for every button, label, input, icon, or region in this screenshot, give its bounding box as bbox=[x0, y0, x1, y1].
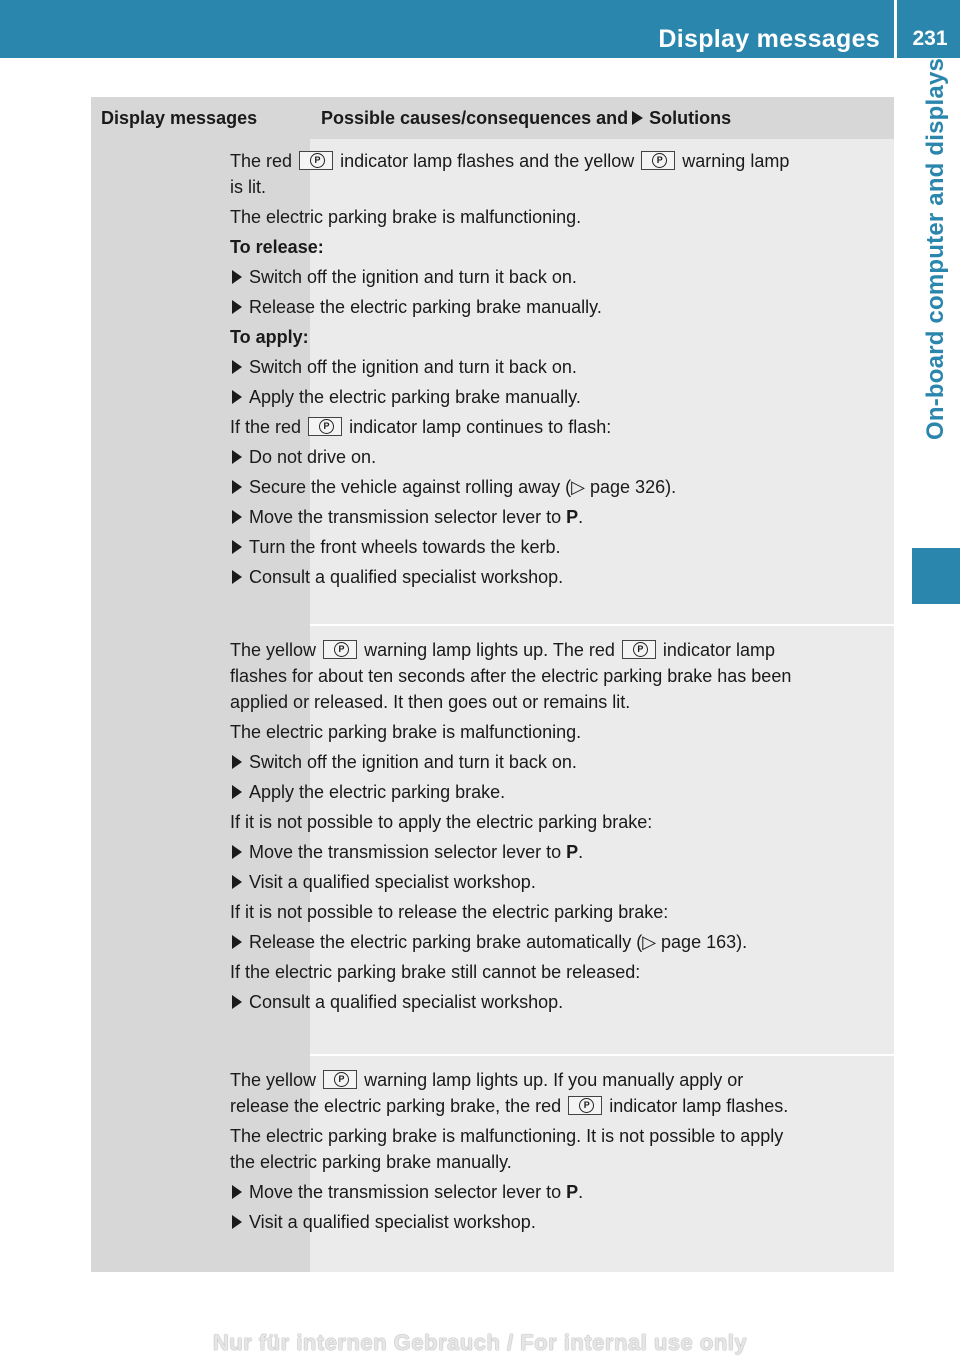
list-item: Turn the front wheels towards the kerb. bbox=[230, 534, 800, 560]
parking-brake-lamp-icon bbox=[299, 151, 333, 170]
internal-use-watermark: Nur für internen Gebrauch / For internal use only bbox=[212, 1330, 748, 1355]
list-item: Release the electric parking brake manually. bbox=[230, 294, 800, 320]
table-row bbox=[230, 637, 800, 1015]
list-item: Switch off the ignition and turn it back on. bbox=[230, 354, 800, 380]
column-header-solutions-text: Solutions bbox=[649, 108, 732, 128]
section-title: Display messages bbox=[658, 25, 880, 53]
parking-brake-lamp-icon bbox=[568, 1096, 602, 1115]
row-divider bbox=[310, 624, 894, 626]
list-item: Visit a qualified specialist workshop. bbox=[230, 1209, 800, 1235]
row-description: The red P indicator lamp flashes and the yellow P warning lamp is lit. bbox=[230, 148, 800, 200]
list-item: Move the transmission selector lever to P. bbox=[230, 839, 800, 865]
list-item: Apply the electric parking brake. bbox=[230, 779, 800, 805]
list-item: Release the electric parking brake automatically (▷ page 163). bbox=[230, 929, 800, 955]
row-description: The yellow P warning lamp lights up. If you manually apply or release the electric parking brake, the red P indicator lamp flashes. bbox=[230, 1067, 800, 1119]
list-item: Switch off the ignition and turn it back on. bbox=[230, 749, 800, 775]
table-row bbox=[230, 1067, 800, 1235]
page-number: 231 bbox=[912, 27, 948, 50]
side-tab-marker bbox=[912, 548, 960, 604]
row-condition: If the red P indicator lamp continues to flash: bbox=[230, 414, 800, 440]
row-condition: If it is not possible to apply the electric parking brake: bbox=[230, 812, 653, 832]
parking-brake-lamp-icon bbox=[622, 640, 656, 659]
triangle-arrow-icon bbox=[632, 111, 643, 125]
release-label: To release: bbox=[230, 237, 324, 257]
column-header-display-messages: Display messages bbox=[101, 108, 258, 128]
row-condition: If it is not possible to release the electric parking brake: bbox=[230, 902, 669, 922]
row-condition: If the electric parking brake still cannot be released: bbox=[230, 962, 641, 982]
table-row bbox=[230, 148, 800, 590]
row-divider bbox=[310, 1054, 894, 1056]
parking-brake-lamp-icon bbox=[641, 151, 675, 170]
list-item: Move the transmission selector lever to P. bbox=[230, 1179, 800, 1205]
side-tab-label: On-board computer and displays bbox=[922, 58, 949, 441]
list-item: Visit a qualified specialist workshop. bbox=[230, 869, 800, 895]
row-cause: The electric parking brake is malfunctioning. It is not possible to apply the electric parking brake manually. bbox=[230, 1126, 784, 1172]
list-item: Switch off the ignition and turn it back on. bbox=[230, 264, 800, 290]
apply-label: To apply: bbox=[230, 327, 309, 347]
parking-brake-lamp-icon bbox=[323, 640, 357, 659]
row-cause: The electric parking brake is malfunctioning. bbox=[230, 722, 582, 742]
list-item: Apply the electric parking brake manually. bbox=[230, 384, 800, 410]
list-item: Consult a qualified specialist workshop. bbox=[230, 564, 800, 590]
row-description: The yellow P warning lamp lights up. The red P indicator lamp flashes for about ten seconds after the electric parking brake has been applied or released. It then goes out or remains lit. bbox=[230, 637, 800, 715]
list-item: Move the transmission selector lever to P. bbox=[230, 504, 800, 530]
list-item: Do not drive on. bbox=[230, 444, 800, 470]
column-header-causes-solutions bbox=[321, 97, 731, 139]
header-divider bbox=[894, 0, 897, 58]
list-item: Secure the vehicle against rolling away (▷ page 326). bbox=[230, 474, 800, 500]
parking-brake-lamp-icon bbox=[308, 417, 342, 436]
table-header bbox=[91, 97, 894, 139]
parking-brake-lamp-icon bbox=[323, 1070, 357, 1089]
row-cause: The electric parking brake is malfunctioning. bbox=[230, 207, 582, 227]
list-item: Consult a qualified specialist workshop. bbox=[230, 989, 800, 1015]
column-header-text: Possible causes/consequences and bbox=[321, 108, 629, 128]
